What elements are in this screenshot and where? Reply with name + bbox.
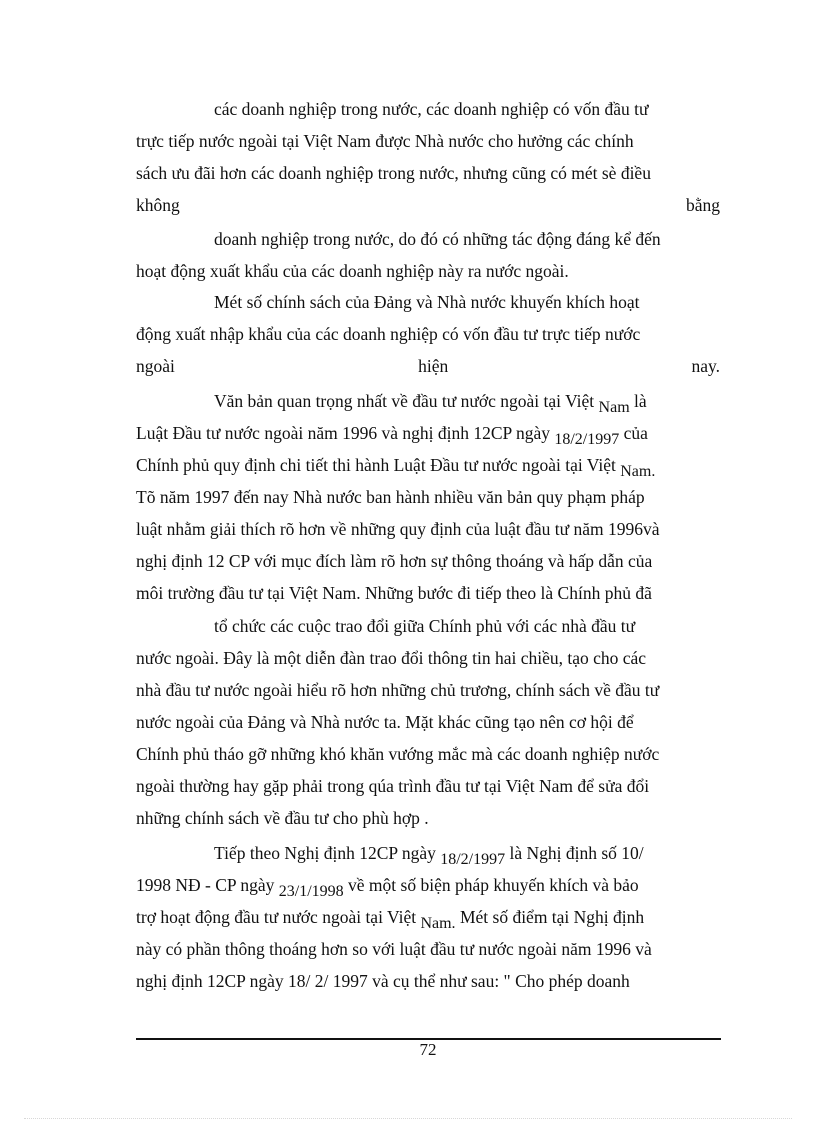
- text-line: hoạt động xuất khẩu của các doanh nghiệp này ra nước ngoài.: [136, 261, 569, 281]
- word: không: [136, 195, 180, 215]
- text-line: [214, 842, 644, 866]
- text-line: động xuất nhập khẩu của các doanh nghiệp có vốn đầu tư trực tiếp nước: [136, 324, 641, 344]
- word: nay.: [691, 356, 720, 376]
- text-run: Văn bản quan trọng nhất về đầu tư nước ngoài tại Việt: [214, 391, 595, 411]
- text-line: nước ngoài. Đây là một diễn đàn trao đổi thông tin hai chiều, tạo cho các: [136, 648, 647, 668]
- text-run: 23/1/1998: [278, 883, 344, 900]
- text-run: Chính phủ quy định chi tiết thi hành Luật Đầu tư nước ngoài tại Việt: [136, 455, 616, 475]
- text-run: là: [634, 391, 647, 411]
- text-line: tổ chức các cuộc trao đổi giữa Chính phủ với các nhà đầu tư: [214, 616, 636, 636]
- word: ngoài: [136, 356, 175, 376]
- text-line: doanh nghiệp trong nước, do đó có những tác động đáng kể đến: [214, 229, 661, 249]
- word: bằng: [685, 195, 720, 215]
- text-line: này có phần thông thoáng hơn so với luật đầu tư nước ngoài năm 1996 và: [136, 939, 652, 959]
- text-run: 18/2/1997: [554, 431, 620, 448]
- text-line: nghị định 12 CP với mục đích làm rõ hơn sự thông thoáng và hấp dẫn của: [136, 551, 653, 571]
- page-number: 72: [419, 1040, 437, 1059]
- text-line: môi trường đầu tư tại Việt Nam. Những bước đi tiếp theo là Chính phủ đã: [136, 583, 652, 603]
- text-line: các doanh nghiệp trong nước, các doanh nghiệp có vốn đầu tư: [214, 99, 649, 119]
- text-line: nhà đầu tư nước ngoài hiểu rõ hơn những chủ trương, chính sách về đầu tư: [136, 680, 660, 700]
- text-line: Chính phủ tháo gỡ những khó khăn vướng mắc mà các doanh nghiệp nước: [136, 744, 660, 764]
- text-line: sách ưu đãi hơn các doanh nghiệp trong nước, nhưng cũng có mét sè điều: [136, 163, 651, 183]
- text-line: [136, 874, 639, 898]
- text-line: ngoài thường hay gặp phải trong qúa trình đầu tư tại Việt Nam để sửa đổi: [136, 776, 650, 796]
- text-line: [136, 454, 655, 478]
- text-line: Tõ năm 1997 đến nay Nhà nước ban hành nhiều văn bản quy phạm pháp: [136, 487, 645, 507]
- text-run: Nam.: [620, 463, 656, 480]
- text-line: [136, 422, 648, 446]
- text-line: [136, 906, 644, 930]
- text-run: 18/2/1997: [440, 851, 506, 868]
- text-line: [136, 194, 720, 216]
- text-run: Mét số điểm tại Nghị định: [459, 907, 645, 927]
- word: hiện: [418, 356, 449, 376]
- text-line: nghị định 12CP ngày 18/ 2/ 1997 và cụ thể như sau: " Cho phép doanh: [136, 971, 630, 991]
- text-run: trợ hoạt động đầu tư nước ngoài tại Việt: [136, 907, 417, 927]
- text-line: nước ngoài của Đảng và Nhà nước ta. Mặt khác cũng tạo nên cơ hội để: [136, 712, 634, 732]
- text-line: những chính sách về đầu tư cho phù hợp .: [136, 808, 429, 828]
- text-line: [136, 355, 720, 377]
- text-line: luật nhằm giải thích rõ hơn về những quy định của luật đầu tư năm 1996và: [136, 519, 660, 539]
- text-run: Nam.: [420, 915, 456, 932]
- text-run: của: [623, 423, 648, 443]
- text-run: Nam: [598, 399, 630, 416]
- text-run: về một số biện pháp khuyến khích và bảo: [348, 875, 639, 895]
- text-run: 1998 NĐ - CP ngày: [136, 875, 275, 895]
- text-line: trực tiếp nước ngoài tại Việt Nam được Nhà nước cho hưởng các chính: [136, 131, 634, 151]
- text-run: Tiếp theo Nghị định 12CP ngày: [214, 843, 436, 863]
- text-line: Mét số chính sách của Đảng và Nhà nước khuyến khích hoạt: [214, 292, 640, 312]
- page-bottom-border: [24, 1118, 792, 1119]
- text-line: [214, 390, 647, 414]
- text-run: là Nghị định số 10/: [509, 843, 644, 863]
- text-run: Luật Đầu tư nước ngoài năm 1996 và nghị định 12CP ngày: [136, 423, 550, 443]
